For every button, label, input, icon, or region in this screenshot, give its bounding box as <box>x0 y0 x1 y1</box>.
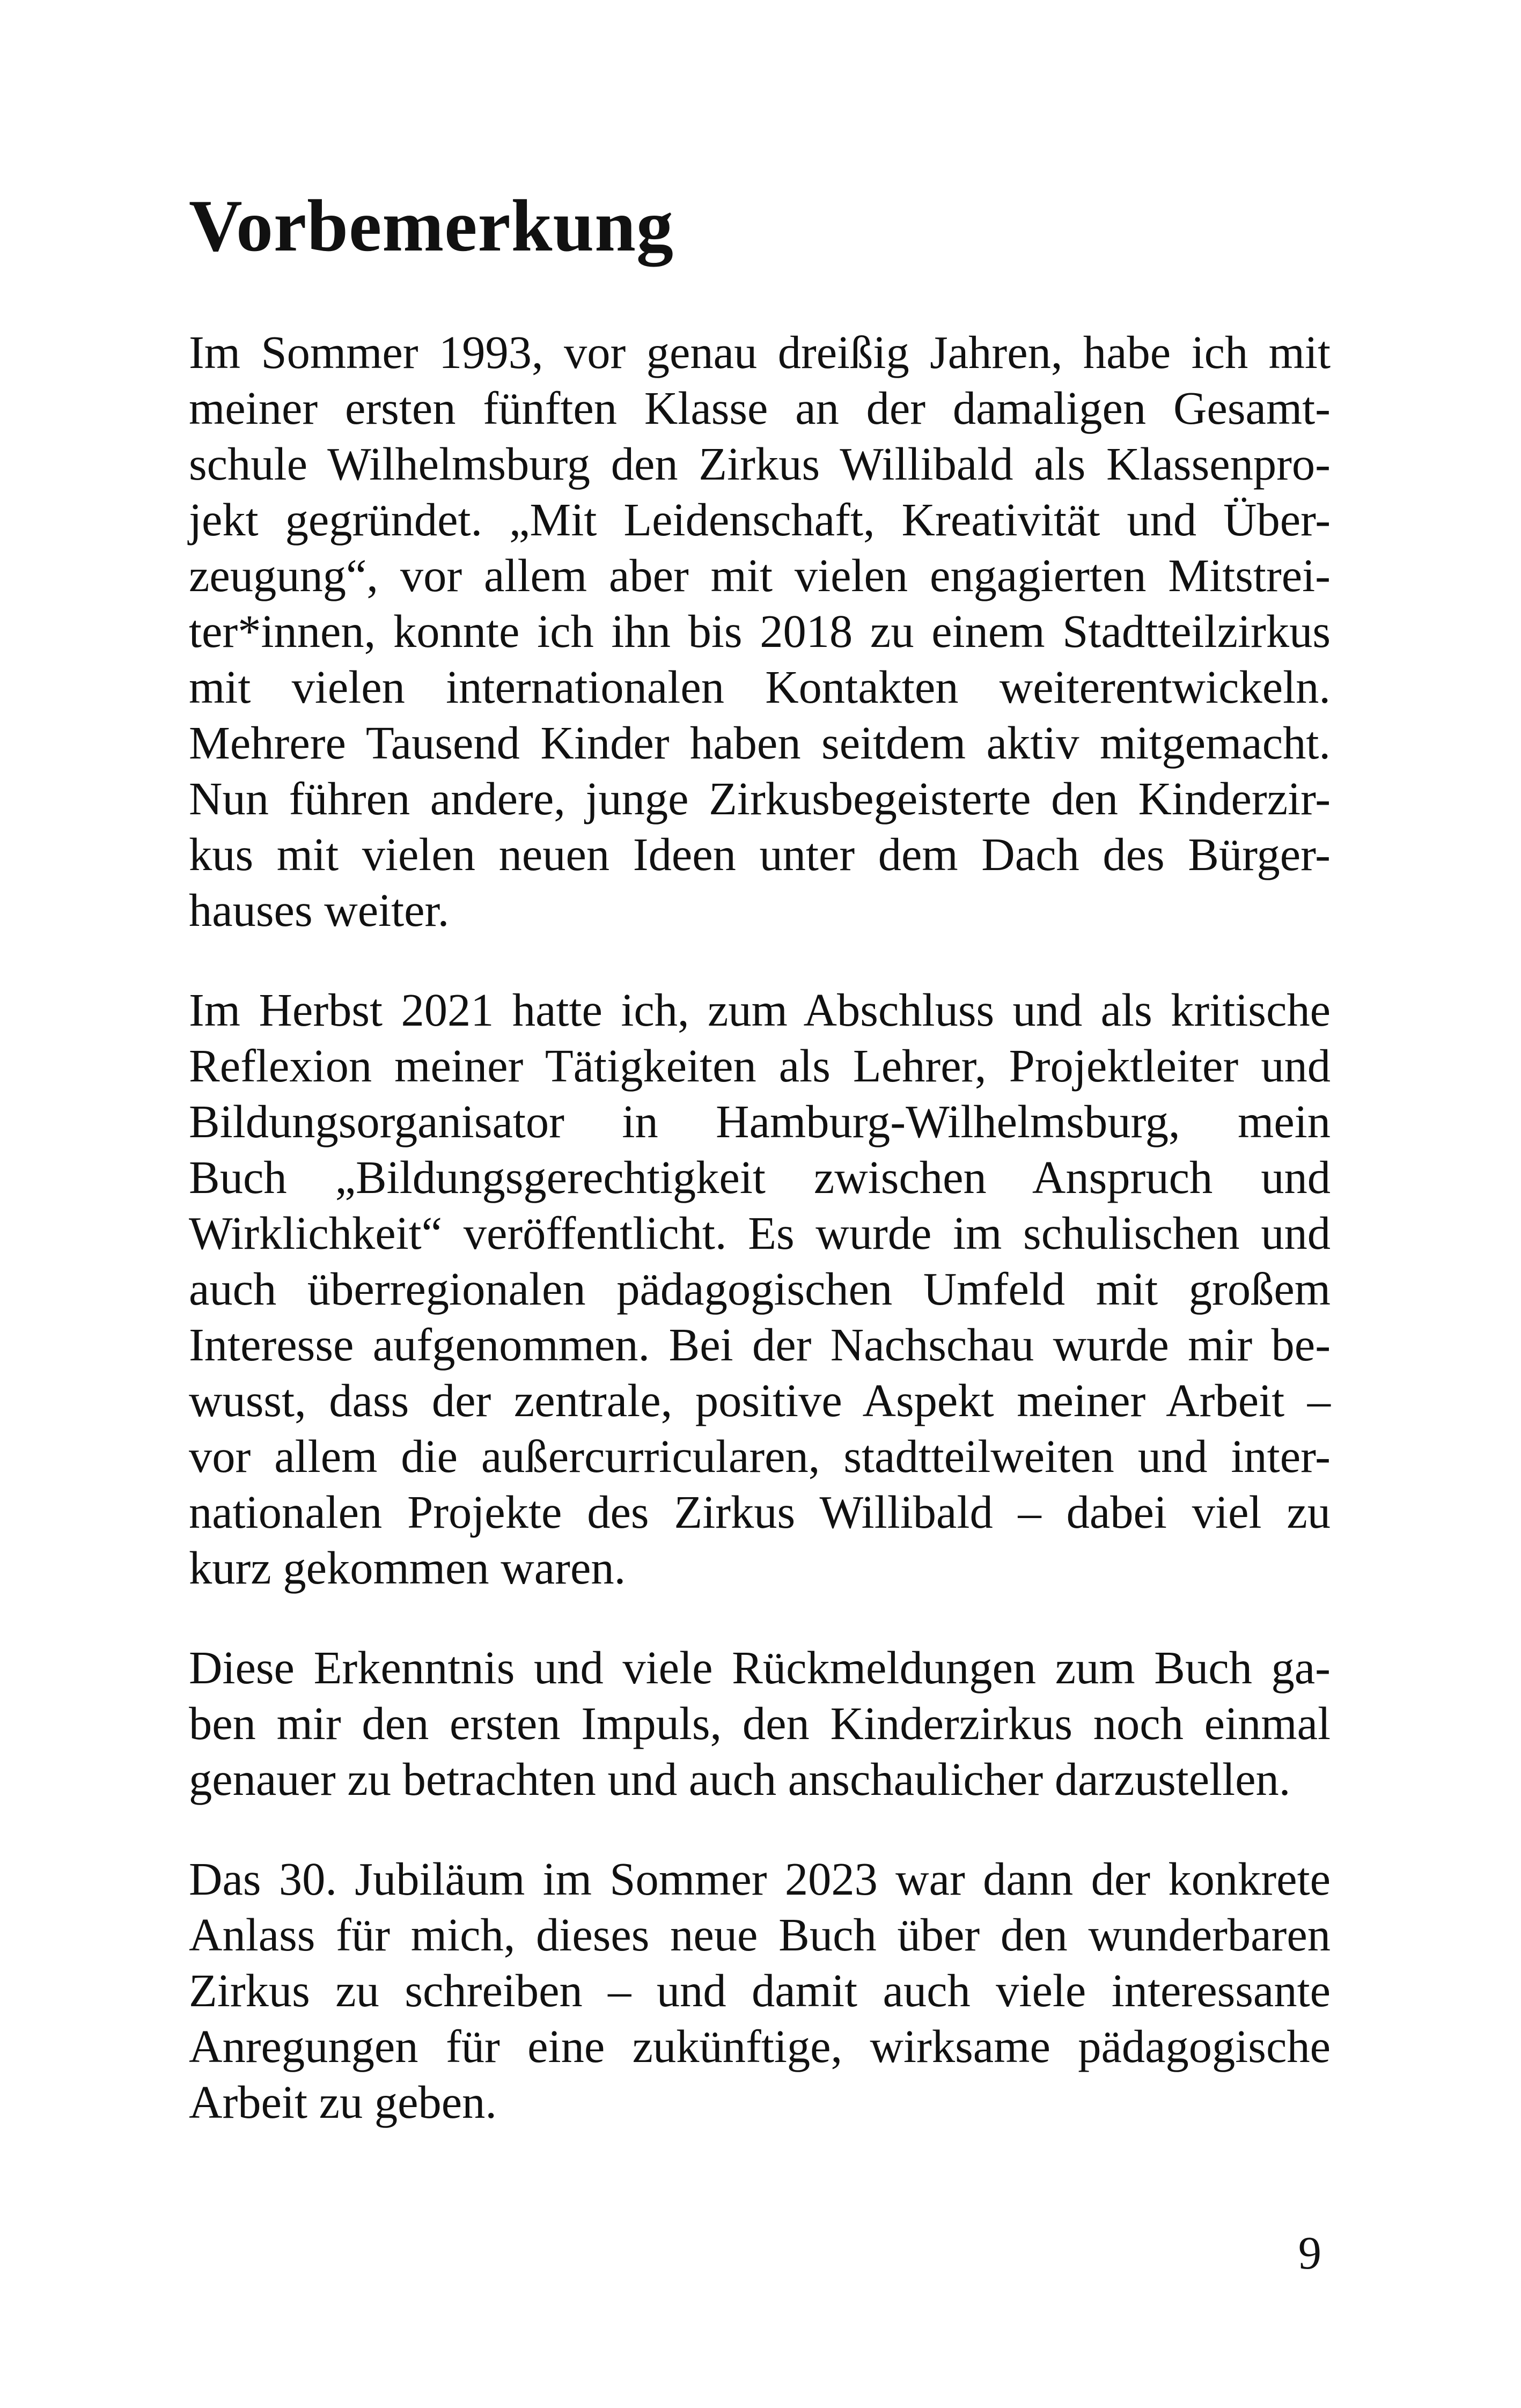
text-line: Bildungsorganisator in Hamburg-Wilhelmsburg, mein <box>189 1096 1331 1147</box>
text-line: kus mit vielen neuen Ideen unter dem Dach des Bürger- <box>189 829 1331 880</box>
page-number: 9 <box>1298 2227 1321 2279</box>
text-line: Interesse aufgenommen. Bei der Nachschau wurde mir be- <box>189 1319 1331 1371</box>
paragraph-1 <box>189 325 1331 938</box>
text-line: hauses weiter. <box>189 885 450 936</box>
text-line: Nun führen andere, junge Zirkusbegeisterte den Kinderzir- <box>189 773 1331 824</box>
text-line: auch überregionalen pädagogischen Umfeld mit großem <box>189 1263 1331 1315</box>
text-line: Zirkus zu schreiben – und damit auch viele interessante <box>189 1965 1331 2016</box>
paragraph-4 <box>189 1851 1331 2130</box>
text-line: zeugung“, vor allem aber mit vielen engagierten Mitstrei- <box>189 550 1331 601</box>
text-line: Buch „Bildungsgerechtigkeit zwischen Anspruch und <box>189 1152 1331 1203</box>
text-line: Im Herbst 2021 hatte ich, zum Abschluss und als kritische <box>189 984 1331 1036</box>
text-line: Das 30. Jubiläum im Sommer 2023 war dann der konkrete <box>189 1853 1331 1905</box>
text-line: schule Wilhelmsburg den Zirkus Willibald als Klassenpro- <box>189 438 1331 490</box>
text-line: Mehrere Tausend Kinder haben seitdem aktiv mitgemacht. <box>189 717 1331 769</box>
paragraph-3 <box>189 1640 1331 1807</box>
text-line: kurz gekommen waren. <box>189 1542 626 1594</box>
text-line: ter*innen, konnte ich ihn bis 2018 zu einem Stadtteilzirkus <box>189 606 1331 657</box>
text-line: vor allem die außercurricularen, stadtteilweiten und inter- <box>189 1431 1331 1482</box>
text-line: mit vielen internationalen Kontakten weiterentwickeln. <box>189 661 1331 713</box>
text-line: ben mir den ersten Impuls, den Kinderzirkus noch einmal <box>189 1698 1331 1749</box>
text-line: Im Sommer 1993, vor genau dreißig Jahren, habe ich mit <box>189 327 1331 378</box>
text-line: Wirklichkeit“ veröffentlicht. Es wurde im schulischen und <box>189 1207 1331 1259</box>
text-line: Anlass für mich, dieses neue Buch über den wunderbaren <box>189 1909 1331 1961</box>
text-line: nationalen Projekte des Zirkus Willibald – dabei viel zu <box>189 1486 1331 1538</box>
text-line: Reflexion meiner Tätigkeiten als Lehrer, Projektleiter und <box>189 1040 1331 1092</box>
text-line: Anregungen für eine zukünftige, wirksame pädagogische <box>189 2021 1331 2072</box>
text-line: Arbeit zu geben. <box>189 2076 497 2128</box>
text-line: Diese Erkenntnis und viele Rückmeldungen zum Buch ga- <box>189 1642 1331 1693</box>
text-line: wusst, dass der zentrale, positive Aspekt meiner Arbeit – <box>189 1375 1331 1426</box>
body-text <box>189 325 1331 2174</box>
chapter-heading: Vorbemerkung <box>189 185 674 267</box>
paragraph-2 <box>189 982 1331 1596</box>
text-line: genauer zu betrachten und auch anschaulicher darzustellen. <box>189 1754 1291 1805</box>
text-line: meiner ersten fünften Klasse an der damaligen Gesamt- <box>189 382 1331 434</box>
text-line: jekt gegründet. „Mit Leidenschaft, Kreativität und Über- <box>189 494 1331 546</box>
